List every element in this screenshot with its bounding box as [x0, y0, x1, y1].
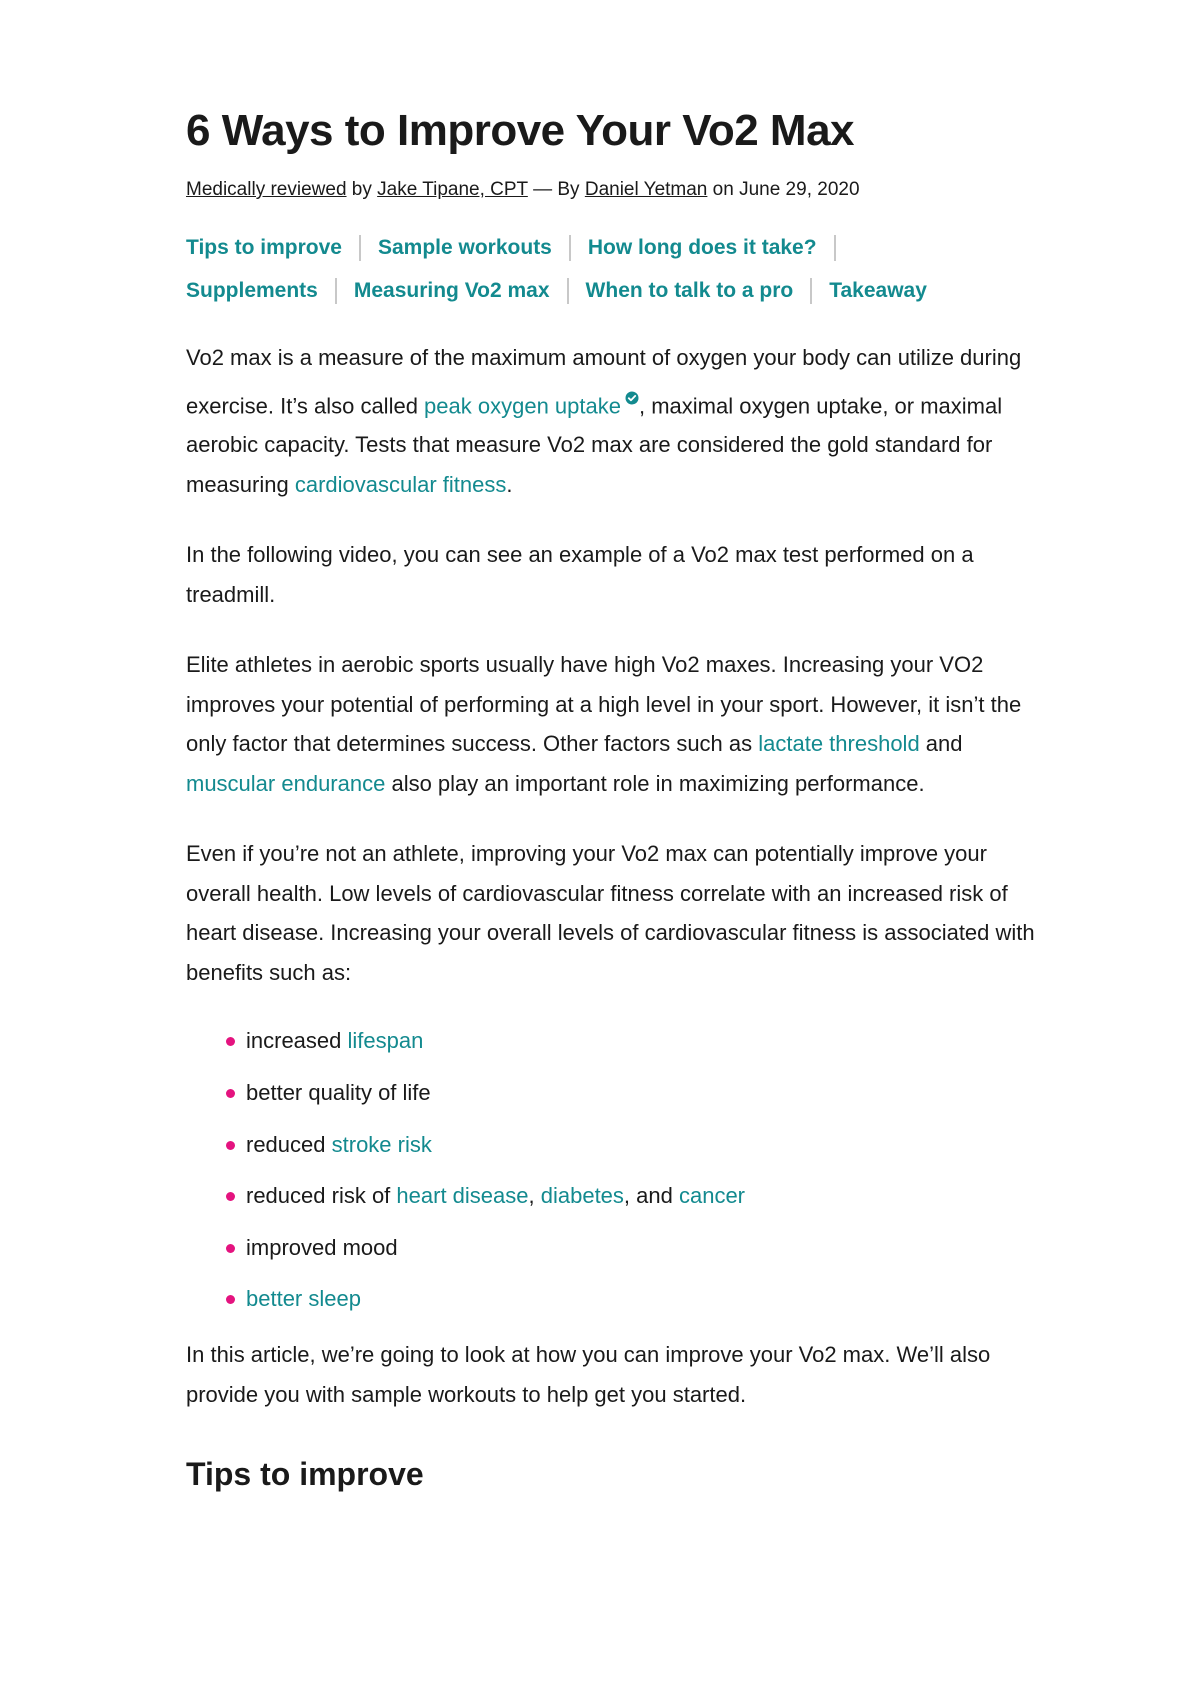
toc-link-tips-to-improve[interactable]: Tips to improve	[186, 235, 342, 259]
muscular-endurance-link[interactable]: muscular endurance	[186, 770, 386, 796]
health-paragraph: Even if you’re not an athlete, improving your Vo2 max can potentially improve your overall health. Low levels of cardiovascular fitness correlate with an increased risk of heart disease. Increasing your overall levels of cardiovascular fitness is associated with benefits such as:	[186, 841, 1035, 985]
list-item-text: reduced	[246, 1131, 332, 1157]
intro-text-2: , maximal oxygen uptake, or maximal aerobic capacity. Tests that measure Vo2 max are considered the gold standard for measuring	[186, 392, 1003, 497]
bullet-dot-icon	[226, 1089, 235, 1098]
toc-link-supplements[interactable]: Supplements	[186, 278, 318, 302]
byline	[186, 176, 1036, 204]
section-heading-tips: Tips to improve	[186, 1456, 424, 1493]
verified-check-icon[interactable]	[625, 378, 639, 418]
list-item-text: reduced risk of	[246, 1183, 397, 1209]
list-item	[186, 1279, 1036, 1318]
byline-by-author-text: — By	[527, 179, 585, 200]
bullet-dot-icon	[226, 1037, 235, 1046]
toc-link-sample-workouts[interactable]: Sample workouts	[377, 235, 552, 259]
intro-paragraph	[186, 338, 1036, 504]
cardiovascular-fitness-link[interactable]: cardiovascular fitness	[294, 471, 507, 497]
list-item-separator: ,	[528, 1183, 541, 1209]
toc-link-takeaway[interactable]: Takeaway	[829, 278, 927, 302]
intro-text-3: .	[506, 471, 513, 497]
toc-link-measuring-vo2-max[interactable]: Measuring Vo2 max	[353, 278, 550, 302]
list-item-text: increased	[246, 1028, 348, 1054]
list-item-separator: , and	[623, 1183, 679, 1209]
table-of-contents	[186, 226, 1036, 312]
toc-separator	[567, 278, 569, 304]
list-item	[186, 1021, 1036, 1060]
stroke-risk-link[interactable]: stroke risk	[331, 1131, 432, 1157]
lifespan-link[interactable]: lifespan	[347, 1028, 424, 1054]
article-content	[186, 100, 1036, 1496]
closing-paragraph: In this article, we’re going to look at how you can improve your Vo2 max. We’ll also provide you with sample workouts to help get you started.	[186, 1342, 991, 1407]
author-link[interactable]: Daniel Yetman	[584, 179, 708, 200]
toc-row-2	[186, 269, 1036, 312]
athletes-text-2: and	[919, 731, 963, 757]
bullet-dot-icon	[226, 1192, 235, 1201]
bullet-dot-icon	[226, 1141, 235, 1150]
diabetes-link[interactable]: diabetes	[540, 1183, 624, 1209]
toc-link-how-long[interactable]: How long does it take?	[587, 235, 817, 259]
cancer-link[interactable]: cancer	[678, 1183, 746, 1209]
list-item	[186, 1073, 1036, 1112]
article-title: 6 Ways to Improve Your Vo2 Max	[186, 106, 855, 155]
lactate-threshold-link[interactable]: lactate threshold	[758, 731, 920, 757]
toc-separator	[569, 235, 571, 261]
bullet-dot-icon	[226, 1295, 235, 1304]
toc-separator	[359, 235, 361, 261]
athletes-text-1: Elite athletes in aerobic sports usually have high Vo2 maxes. Increasing your VO2 improves your potential of performing at a high level in your sport. However, it isn’t the only factor that determines success. Other factors such as	[186, 652, 1022, 757]
byline-by-text: by	[346, 179, 378, 200]
publish-date: on June 29, 2020	[707, 179, 860, 200]
toc-separator	[810, 278, 812, 304]
intro-text-1: Vo2 max is a measure of the maximum amount of oxygen your body can utilize during exercise. It’s also called	[186, 345, 1022, 418]
list-item-text: better quality of life	[246, 1079, 431, 1105]
heart-disease-link[interactable]: heart disease	[396, 1183, 529, 1209]
list-item-text: improved mood	[246, 1234, 398, 1260]
list-item	[186, 1176, 1036, 1215]
toc-separator	[834, 235, 836, 261]
toc-link-when-to-talk-to-a-pro[interactable]: When to talk to a pro	[585, 278, 794, 302]
better-sleep-link[interactable]: better sleep	[246, 1286, 361, 1312]
reviewer-link[interactable]: Jake Tipane, CPT	[377, 179, 528, 200]
list-item	[186, 1125, 1036, 1164]
video-paragraph: In the following video, you can see an example of a Vo2 max test performed on a treadmill.	[186, 542, 974, 607]
list-item	[186, 1228, 1036, 1267]
toc-row-1	[186, 226, 1036, 269]
athletes-paragraph	[186, 645, 1036, 803]
peak-oxygen-uptake-link[interactable]: peak oxygen uptake	[424, 392, 621, 418]
athletes-text-3: also play an important role in maximizing performance.	[385, 770, 925, 796]
medically-reviewed-link[interactable]: Medically reviewed	[186, 179, 347, 200]
bullet-dot-icon	[226, 1244, 235, 1253]
toc-separator	[335, 278, 337, 304]
benefits-list	[186, 1021, 1036, 1318]
